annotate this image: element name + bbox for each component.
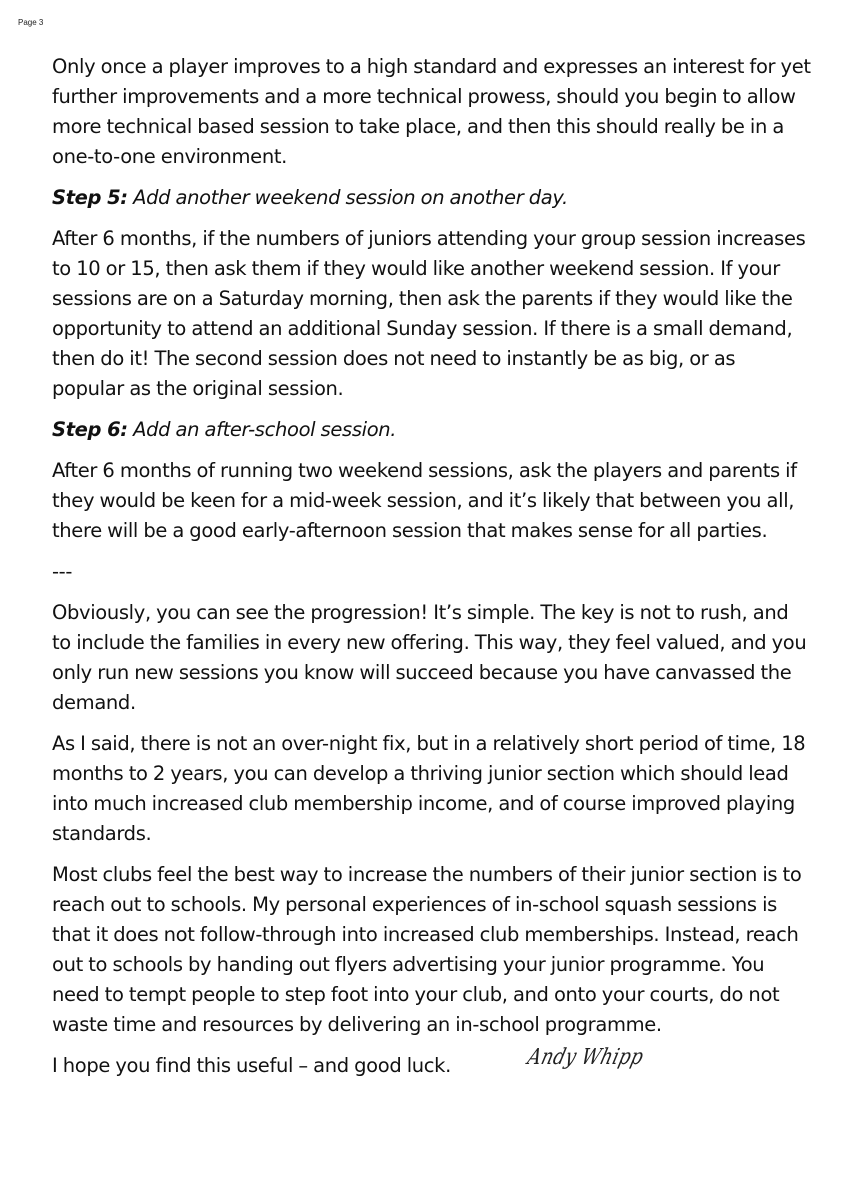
step-5-heading [52,183,812,213]
step-6-label: Step 6: [52,418,128,441]
paragraph-technical-sessions: Only once a player improves to a high standard and expresses an interest for yet further improvements and a more technical prowess, should you begin to allow more technical based session to take place, and then this should really be in a one-to-one environment. [52,55,811,168]
page-number: Page 3 [18,18,44,27]
paragraph-weekend-session: After 6 months, if the numbers of juniors attending your group session increases to 10 or 15, then ask them if they would like another weekend session. If your sessions are on a Saturday morning, then ask the parents if they would like the opportunity to attend an additional Sunday session. If there is a small demand, then do it! The second session does not need to instantly be as big, or as popular as the original session. [52,227,806,400]
section-divider: --- [52,560,73,583]
paragraph-timeframe: As I said, there is not an over-night fix, but in a relatively short period of time, 18 months to 2 years, you can develop a thriving junior section which should lead into much increased club membership income, and of course improved playing standards. [52,732,806,845]
signature: Andy Whipp [525,1045,647,1070]
step-6-text: Add an after-school session. [127,418,397,441]
paragraph-progression: Obviously, you can see the progression! It’s simple. The key is not to rush, and to include the families in every new offering. This way, they feel valued, and you only run new sessions you know will succeed because you have canvassed the demand. [52,601,807,714]
paragraph-after-school: After 6 months of running two weekend sessions, ask the players and parents if they would be keen for a mid-week session, and it’s likely that between you all, there will be a good early-afternoon session that makes sense for all parties. [52,459,797,542]
step-5-text: Add another weekend session on another day. [127,186,568,209]
paragraph-schools: Most clubs feel the best way to increase the numbers of their junior section is to reach out to schools. My personal experiences of in-school squash sessions is that it does not follow-through into increased club memberships. Instead, reach out to schools by handing out flyers advertising your junior programme. You need to tempt people to step foot into your club, and onto your courts, do not waste time and resources by delivering an in-school programme. [52,863,802,1036]
document-body [52,52,812,1092]
step-6-heading [52,415,812,445]
step-5-label: Step 5: [52,186,128,209]
closing-line [52,1045,812,1081]
closing-text: I hope you find this useful – and good luck. [52,1054,451,1077]
